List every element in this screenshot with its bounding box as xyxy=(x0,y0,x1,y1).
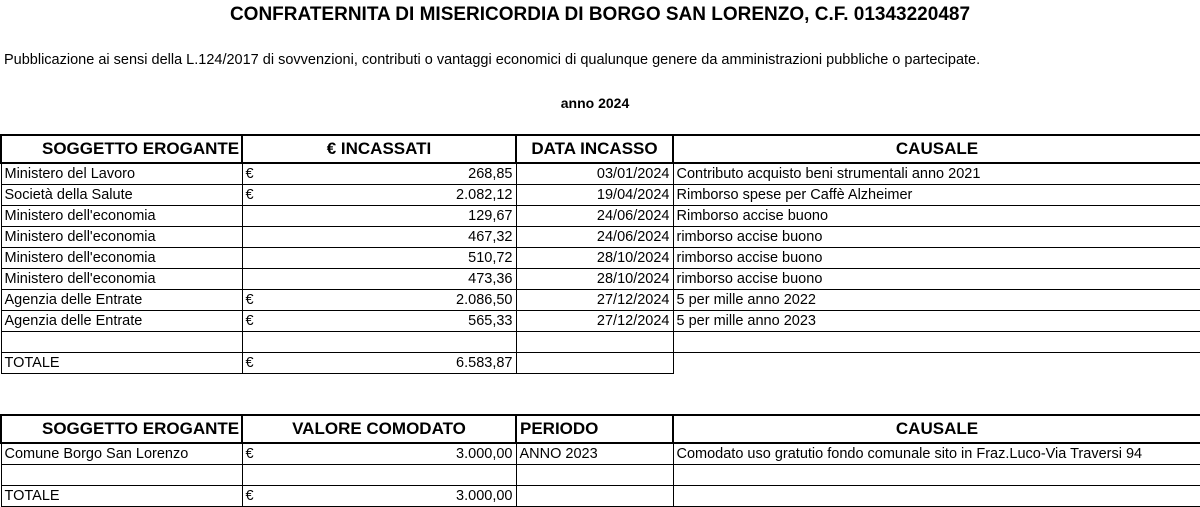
total-row xyxy=(1,486,1200,507)
amount-value: 510,72 xyxy=(468,250,513,266)
currency-symbol: € xyxy=(245,313,254,329)
empty-row xyxy=(1,332,1200,353)
soggetto-cell: Ministero dell'economia xyxy=(1,248,242,269)
causale-cell: 5 per mille anno 2023 xyxy=(673,311,1200,332)
table-row xyxy=(1,443,1200,465)
col-header-data: DATA INCASSO xyxy=(516,135,673,163)
year-label: anno 2024 xyxy=(560,95,630,111)
amount-value: 6.583,87 xyxy=(456,355,513,371)
currency-symbol: € xyxy=(245,355,254,371)
table-row xyxy=(1,290,1200,311)
amount-cell xyxy=(242,163,516,185)
amount-value: 268,85 xyxy=(468,166,513,182)
date-cell: 27/12/2024 xyxy=(516,290,673,311)
date-cell: 28/10/2024 xyxy=(516,248,673,269)
date-cell: 24/06/2024 xyxy=(516,206,673,227)
table-row xyxy=(1,206,1200,227)
soggetto-cell: Ministero dell'economia xyxy=(1,227,242,248)
col-header-incassati: € INCASSATI xyxy=(242,135,516,163)
amount-cell xyxy=(242,311,516,332)
soggetto-cell: Ministero del Lavoro xyxy=(1,163,242,185)
soggetto-cell: Società della Salute xyxy=(1,185,242,206)
soggetto-cell: Agenzia delle Entrate xyxy=(1,311,242,332)
amount-value: 2.086,50 xyxy=(456,292,513,308)
amount-cell xyxy=(242,185,516,206)
amount-value: 473,36 xyxy=(468,271,513,287)
amount-cell xyxy=(242,486,516,507)
amount-cell xyxy=(242,269,516,290)
date-cell: 27/12/2024 xyxy=(516,311,673,332)
periodo-cell: ANNO 2023 xyxy=(516,443,673,465)
date-cell: 28/10/2024 xyxy=(516,269,673,290)
document-title: CONFRATERNITA DI MISERICORDIA DI BORGO SAN LORENZO, C.F. 01343220487 xyxy=(229,4,971,25)
total-label: TOTALE xyxy=(1,353,242,374)
empty-row xyxy=(1,465,1200,486)
col-header-soggetto: SOGGETTO EROGANTE xyxy=(1,135,242,163)
soggetto-cell: Ministero dell'economia xyxy=(1,206,242,227)
soggetto-cell: Ministero dell'economia xyxy=(1,269,242,290)
table-row xyxy=(1,227,1200,248)
col-header-causale: CAUSALE xyxy=(673,415,1200,443)
document-subtitle: Pubblicazione ai sensi della L.124/2017 di sovvenzioni, contributi o vantaggi economici di qualunque genere da amministrazioni pubbliche o partecipate. xyxy=(4,52,981,68)
causale-cell: rimborso accise buono xyxy=(673,269,1200,290)
soggetto-cell: Comune Borgo San Lorenzo xyxy=(1,443,242,465)
date-cell: 19/04/2024 xyxy=(516,185,673,206)
loans-table xyxy=(0,414,1200,507)
causale-cell: Rimborso spese per Caffè Alzheimer xyxy=(673,185,1200,206)
contributions-table xyxy=(0,134,1200,374)
causale-cell: rimborso accise buono xyxy=(673,248,1200,269)
table-header-row xyxy=(1,135,1200,163)
amount-cell xyxy=(242,443,516,465)
amount-value: 565,33 xyxy=(468,313,513,329)
table-header-row xyxy=(1,415,1200,443)
currency-symbol: € xyxy=(245,166,254,182)
amount-cell xyxy=(242,248,516,269)
amount-value: 2.082,12 xyxy=(456,187,513,203)
col-header-valore: VALORE COMODATO xyxy=(242,415,516,443)
causale-cell: Comodato uso gratutio fondo comunale sito in Fraz.Luco-Via Traversi 94 xyxy=(673,443,1200,465)
amount-value: 3.000,00 xyxy=(456,488,513,504)
date-cell: 03/01/2024 xyxy=(516,163,673,185)
date-cell: 24/06/2024 xyxy=(516,227,673,248)
table-row xyxy=(1,185,1200,206)
col-header-periodo: PERIODO xyxy=(516,415,673,443)
amount-cell xyxy=(242,227,516,248)
amount-value: 3.000,00 xyxy=(456,446,513,462)
amount-value: 129,67 xyxy=(468,208,513,224)
table-row xyxy=(1,248,1200,269)
amount-cell xyxy=(242,206,516,227)
currency-symbol: € xyxy=(245,488,254,504)
table-row xyxy=(1,311,1200,332)
table-row xyxy=(1,163,1200,185)
col-header-causale: CAUSALE xyxy=(673,135,1200,163)
currency-symbol: € xyxy=(245,187,254,203)
col-header-soggetto: SOGGETTO EROGANTE xyxy=(1,415,242,443)
causale-cell: rimborso accise buono xyxy=(673,227,1200,248)
currency-symbol: € xyxy=(245,292,254,308)
amount-cell xyxy=(242,353,516,374)
soggetto-cell: Agenzia delle Entrate xyxy=(1,290,242,311)
total-row xyxy=(1,353,1200,374)
table-row xyxy=(1,269,1200,290)
causale-cell: Rimborso accise buono xyxy=(673,206,1200,227)
currency-symbol: € xyxy=(245,446,254,462)
amount-value: 467,32 xyxy=(468,229,513,245)
causale-cell: 5 per mille anno 2022 xyxy=(673,290,1200,311)
total-label: TOTALE xyxy=(1,486,242,507)
causale-cell: Contributo acquisto beni strumentali anno 2021 xyxy=(673,163,1200,185)
amount-cell xyxy=(242,290,516,311)
